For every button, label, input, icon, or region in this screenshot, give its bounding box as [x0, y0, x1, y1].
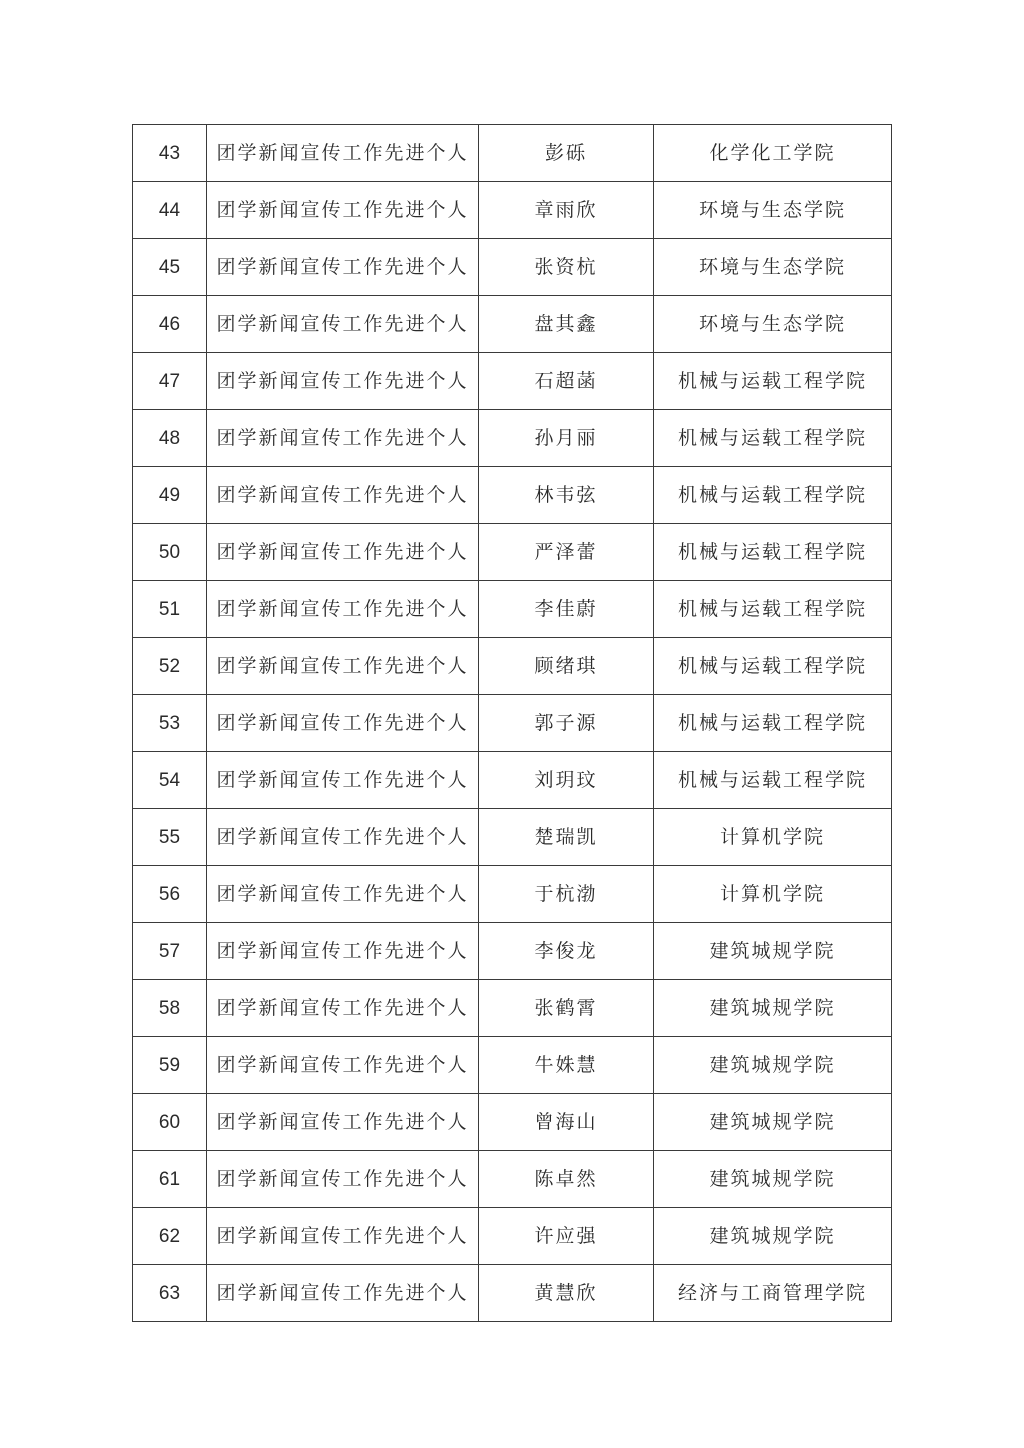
table-row [133, 125, 892, 182]
table-row [133, 524, 892, 581]
table-row [133, 239, 892, 296]
department-cell: 计算机学院 [654, 866, 892, 923]
department-cell: 计算机学院 [654, 809, 892, 866]
department-cell: 建筑城规学院 [654, 1094, 892, 1151]
department-cell: 机械与运载工程学院 [654, 524, 892, 581]
person-name-cell: 顾绪琪 [479, 638, 654, 695]
table-row [133, 182, 892, 239]
award-title-cell: 团学新闻宣传工作先进个人 [207, 1265, 479, 1322]
department-cell: 环境与生态学院 [654, 239, 892, 296]
award-title-cell: 团学新闻宣传工作先进个人 [207, 923, 479, 980]
person-name-cell: 李俊龙 [479, 923, 654, 980]
table-row [133, 1094, 892, 1151]
row-number-cell: 60 [133, 1094, 207, 1151]
department-cell: 机械与运载工程学院 [654, 695, 892, 752]
person-name-cell: 楚瑞凯 [479, 809, 654, 866]
table-row [133, 1151, 892, 1208]
table-row [133, 410, 892, 467]
person-name-cell: 郭子源 [479, 695, 654, 752]
department-cell: 机械与运载工程学院 [654, 638, 892, 695]
row-number-cell: 62 [133, 1208, 207, 1265]
person-name-cell: 严泽蕾 [479, 524, 654, 581]
table-row [133, 1037, 892, 1094]
table-row [133, 980, 892, 1037]
table-row [133, 809, 892, 866]
award-title-cell: 团学新闻宣传工作先进个人 [207, 125, 479, 182]
person-name-cell: 石超菡 [479, 353, 654, 410]
award-title-cell: 团学新闻宣传工作先进个人 [207, 182, 479, 239]
table-body [133, 125, 892, 1322]
person-name-cell: 陈卓然 [479, 1151, 654, 1208]
table-row [133, 467, 892, 524]
department-cell: 环境与生态学院 [654, 182, 892, 239]
award-title-cell: 团学新闻宣传工作先进个人 [207, 1094, 479, 1151]
row-number-cell: 59 [133, 1037, 207, 1094]
person-name-cell: 许应强 [479, 1208, 654, 1265]
department-cell: 建筑城规学院 [654, 923, 892, 980]
department-cell: 建筑城规学院 [654, 1151, 892, 1208]
award-title-cell: 团学新闻宣传工作先进个人 [207, 524, 479, 581]
table-row [133, 581, 892, 638]
row-number-cell: 50 [133, 524, 207, 581]
table-row [133, 695, 892, 752]
row-number-cell: 43 [133, 125, 207, 182]
department-cell: 建筑城规学院 [654, 1208, 892, 1265]
department-cell: 经济与工商管理学院 [654, 1265, 892, 1322]
person-name-cell: 彭砾 [479, 125, 654, 182]
department-cell: 建筑城规学院 [654, 1037, 892, 1094]
row-number-cell: 55 [133, 809, 207, 866]
award-list-table [132, 124, 892, 1322]
person-name-cell: 于杭渤 [479, 866, 654, 923]
award-title-cell: 团学新闻宣传工作先进个人 [207, 752, 479, 809]
award-title-cell: 团学新闻宣传工作先进个人 [207, 1208, 479, 1265]
person-name-cell: 曾海山 [479, 1094, 654, 1151]
award-title-cell: 团学新闻宣传工作先进个人 [207, 581, 479, 638]
row-number-cell: 61 [133, 1151, 207, 1208]
award-title-cell: 团学新闻宣传工作先进个人 [207, 866, 479, 923]
award-title-cell: 团学新闻宣传工作先进个人 [207, 809, 479, 866]
table-row [133, 353, 892, 410]
department-cell: 机械与运载工程学院 [654, 467, 892, 524]
row-number-cell: 54 [133, 752, 207, 809]
row-number-cell: 58 [133, 980, 207, 1037]
table-row [133, 1208, 892, 1265]
award-title-cell: 团学新闻宣传工作先进个人 [207, 1037, 479, 1094]
person-name-cell: 章雨欣 [479, 182, 654, 239]
table-row [133, 1265, 892, 1322]
person-name-cell: 刘玥玟 [479, 752, 654, 809]
award-title-cell: 团学新闻宣传工作先进个人 [207, 467, 479, 524]
person-name-cell: 黄慧欣 [479, 1265, 654, 1322]
award-title-cell: 团学新闻宣传工作先进个人 [207, 695, 479, 752]
award-title-cell: 团学新闻宣传工作先进个人 [207, 296, 479, 353]
table-row [133, 866, 892, 923]
table-row [133, 296, 892, 353]
row-number-cell: 53 [133, 695, 207, 752]
row-number-cell: 49 [133, 467, 207, 524]
row-number-cell: 46 [133, 296, 207, 353]
department-cell: 机械与运载工程学院 [654, 353, 892, 410]
person-name-cell: 林韦弦 [479, 467, 654, 524]
award-title-cell: 团学新闻宣传工作先进个人 [207, 239, 479, 296]
person-name-cell: 孙月丽 [479, 410, 654, 467]
department-cell: 化学化工学院 [654, 125, 892, 182]
award-title-cell: 团学新闻宣传工作先进个人 [207, 1151, 479, 1208]
row-number-cell: 57 [133, 923, 207, 980]
row-number-cell: 45 [133, 239, 207, 296]
table-row [133, 638, 892, 695]
department-cell: 机械与运载工程学院 [654, 410, 892, 467]
person-name-cell: 盘其鑫 [479, 296, 654, 353]
person-name-cell: 李佳蔚 [479, 581, 654, 638]
row-number-cell: 63 [133, 1265, 207, 1322]
award-title-cell: 团学新闻宣传工作先进个人 [207, 353, 479, 410]
row-number-cell: 44 [133, 182, 207, 239]
department-cell: 建筑城规学院 [654, 980, 892, 1037]
award-title-cell: 团学新闻宣传工作先进个人 [207, 980, 479, 1037]
person-name-cell: 牛姝慧 [479, 1037, 654, 1094]
row-number-cell: 51 [133, 581, 207, 638]
award-title-cell: 团学新闻宣传工作先进个人 [207, 638, 479, 695]
award-title-cell: 团学新闻宣传工作先进个人 [207, 410, 479, 467]
person-name-cell: 张资杭 [479, 239, 654, 296]
row-number-cell: 52 [133, 638, 207, 695]
person-name-cell: 张鹤霄 [479, 980, 654, 1037]
row-number-cell: 47 [133, 353, 207, 410]
department-cell: 机械与运载工程学院 [654, 581, 892, 638]
department-cell: 机械与运载工程学院 [654, 752, 892, 809]
table-row [133, 923, 892, 980]
table-row [133, 752, 892, 809]
row-number-cell: 48 [133, 410, 207, 467]
department-cell: 环境与生态学院 [654, 296, 892, 353]
row-number-cell: 56 [133, 866, 207, 923]
